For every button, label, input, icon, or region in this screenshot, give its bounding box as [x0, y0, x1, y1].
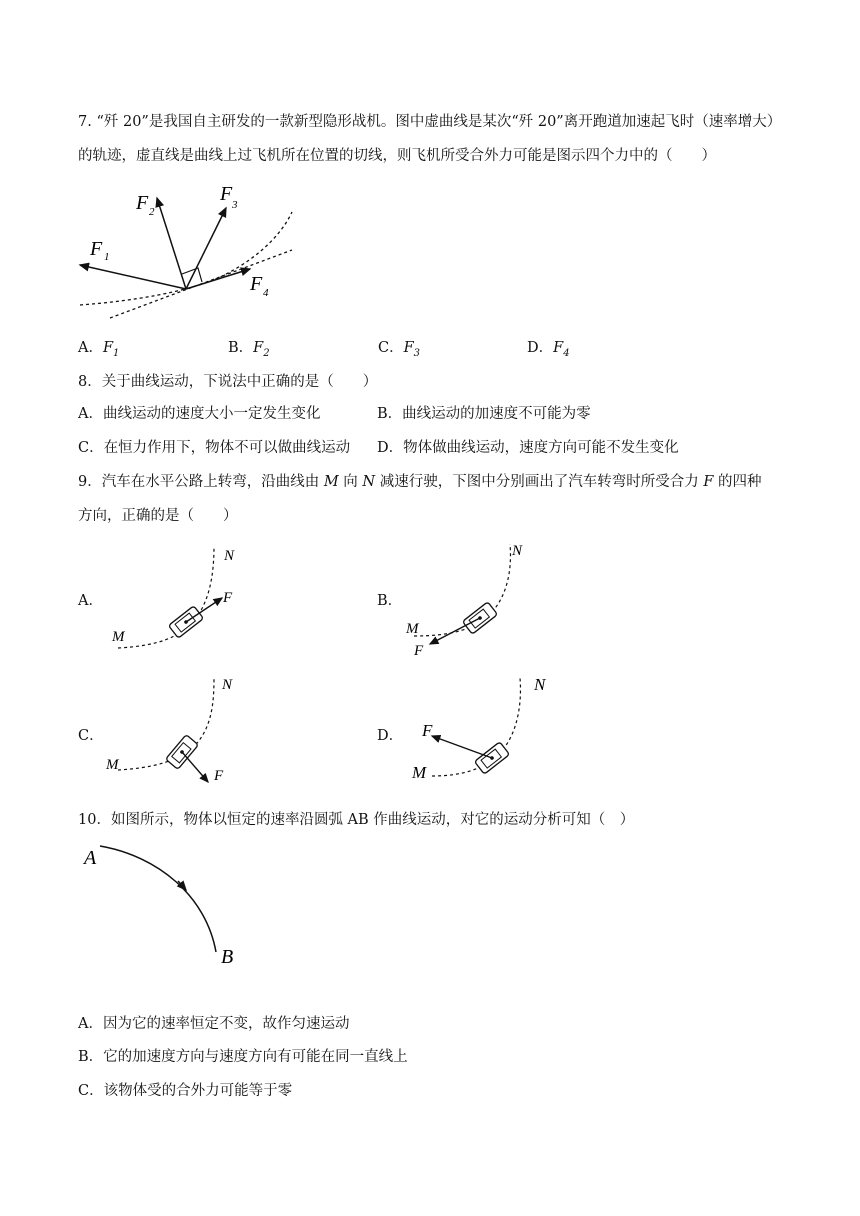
force-arrow-f1: [80, 265, 186, 289]
q7-option-b[interactable]: B．$F_2$: [228, 340, 270, 359]
q9-stem-line2: 方向，正确的是（ ）: [78, 508, 238, 524]
svg-text:1: 1: [104, 251, 110, 263]
q9-option-a[interactable]: A．: [78, 593, 103, 609]
force-arrow-f2: [157, 198, 186, 289]
q10-stem: 10．如图所示，物体以恒定的速率沿圆弧 AB 作曲线运动，对它的运动分析可知（ ）: [78, 812, 635, 828]
point-b-label: B: [221, 946, 234, 968]
q7-option-d[interactable]: D．$F_4$: [527, 340, 570, 359]
svg-text:N: N: [224, 548, 235, 564]
q10-option-c[interactable]: C．该物体受的合外力可能等于零: [78, 1083, 293, 1099]
svg-text:M: M: [406, 621, 419, 637]
label-f1: F: [90, 238, 103, 260]
arc-ab: [100, 846, 216, 952]
force-arrow-f3: [186, 208, 226, 289]
svg-text:F: F: [414, 643, 424, 658]
svg-text:2: 2: [149, 206, 155, 218]
svg-text:3: 3: [232, 199, 238, 211]
svg-text:N: N: [222, 677, 233, 693]
q9-stem-line1: 9．汽车在水平公路上转弯，沿曲线由 M 向 N 减速行驶，下图中分别画出了汽车转弯时所受合力 F 的四种: [78, 474, 762, 490]
point-a-label: A: [84, 847, 97, 869]
q9-option-c[interactable]: C．: [78, 728, 104, 744]
label-f3: F: [220, 183, 233, 205]
q10-option-b[interactable]: B．它的加速度方向与速度方向有可能在同一直线上: [78, 1049, 408, 1065]
svg-text:F: F: [223, 590, 233, 606]
svg-text:N: N: [534, 675, 546, 694]
q9-option-d[interactable]: D．: [377, 728, 404, 744]
q10-option-a[interactable]: A．因为它的速率恒定不变，故作匀速运动: [78, 1016, 350, 1032]
q9-option-b[interactable]: B．: [377, 593, 403, 609]
label-f4: F: [250, 273, 263, 295]
label-f2: F: [136, 192, 149, 214]
q7-option-c[interactable]: C．$F_3$: [378, 340, 421, 359]
svg-text:M: M: [412, 763, 427, 782]
svg-text:4: 4: [263, 287, 269, 299]
q9-figure-b: [400, 538, 560, 662]
q9-figure-c: [106, 672, 266, 801]
q10-figure: [78, 836, 258, 975]
q8-option-d[interactable]: D．物体做曲线运动，速度方向可能不发生变化: [377, 440, 679, 456]
q7-figure: [74, 178, 304, 332]
q8-option-b[interactable]: B．曲线运动的加速度不可能为零: [377, 406, 591, 422]
q7-option-a[interactable]: A．$F_1$: [78, 340, 120, 359]
force-arrow-f4: [186, 269, 250, 289]
q7-stem-line1: 7. “歼 20”是我国自主研发的一款新型隐形战机。图中虚曲线是某次“歼 20”离开跑道加速起飞时（速率增大）: [78, 114, 782, 130]
right-angle-mark: [182, 268, 202, 282]
svg-text:M: M: [112, 629, 125, 645]
svg-text:F: F: [422, 721, 433, 740]
svg-text:F: F: [214, 768, 224, 784]
svg-text:N: N: [512, 543, 523, 559]
svg-text:M: M: [106, 757, 119, 773]
q8-stem: 8．关于曲线运动，下说法中正确的是（ ）: [78, 374, 378, 390]
q9-figure-a: [106, 540, 266, 659]
q8-option-a[interactable]: A．曲线运动的速度大小一定发生变化: [78, 406, 321, 422]
q7-stem-line2: 的轨迹，虚直线是曲线上过飞机所在位置的切线，则飞机所受合外力可能是图示四个力中的（ ）: [78, 148, 716, 164]
q8-option-c[interactable]: C．在恒力作用下，物体不可以做曲线运动: [78, 440, 351, 456]
q9-figure-d: [404, 672, 574, 801]
